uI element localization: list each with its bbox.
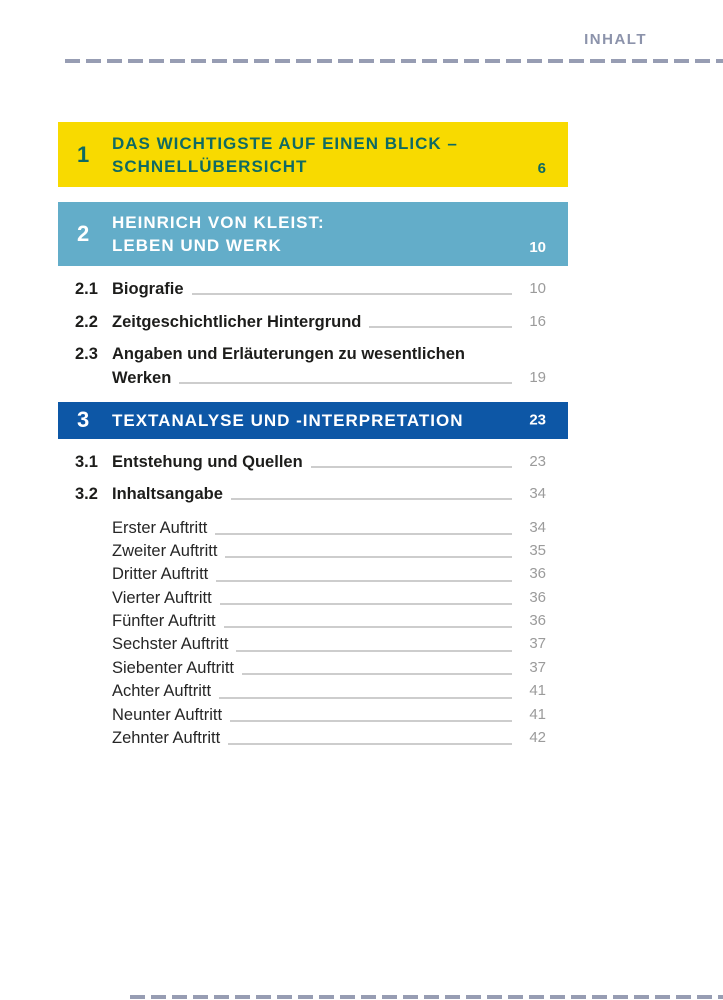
entry-label: Neunter Auftritt — [112, 705, 223, 724]
leader-line — [179, 369, 512, 384]
leader-line — [219, 681, 512, 698]
page-title: INHALT — [584, 31, 647, 48]
entry-number: 3.2 — [75, 485, 98, 503]
leader-line — [242, 658, 512, 675]
entry-page-number: 36 — [529, 565, 546, 583]
toc-entry-zeitgeschichtlicher-hintergrund[interactable] — [75, 313, 546, 331]
entry-label: Zweiter Auftritt — [112, 541, 218, 560]
entry-page-number: 34 — [529, 485, 546, 502]
leader-line — [220, 588, 512, 605]
chapter-number: 3 — [77, 407, 90, 432]
chapter-title — [112, 211, 325, 257]
leader-line — [311, 453, 512, 468]
entry-label-line2: Werken — [112, 369, 172, 387]
leader-line — [216, 564, 512, 581]
leader-line — [215, 518, 512, 535]
entry-label-line1: Angaben und Erläuterungen zu wesentlichen — [112, 345, 465, 363]
leader-line — [225, 541, 512, 558]
entry-page-number: 35 — [529, 541, 546, 559]
chapter-page-number: 10 — [529, 239, 546, 256]
chapter-number: 2 — [77, 221, 90, 246]
chapter-title-line1: TEXTANALYSE UND -INTERPRETATION — [112, 410, 464, 430]
entry-label: Dritter Auftritt — [112, 565, 209, 584]
entry-label: Fünfter Auftritt — [112, 612, 216, 631]
entry-page-number: 41 — [529, 682, 546, 700]
entry-label: Achter Auftritt — [112, 682, 212, 701]
entry-label: Inhaltsangabe — [112, 485, 223, 503]
toc-entry-zweiter-auftritt[interactable] — [112, 541, 546, 564]
chapter-title-line1: DAS WICHTIGSTE AUF EINEN BLICK – — [112, 133, 458, 153]
chapter-title-line2: SCHNELLÜBERSICHT — [112, 156, 308, 176]
toc-entry-zehnter-auftritt[interactable] — [112, 728, 546, 751]
entry-page-number: 42 — [529, 729, 546, 747]
toc-entry-dritter-auftritt[interactable] — [112, 564, 546, 587]
entry-label: Siebenter Auftritt — [112, 658, 234, 677]
toc-entry-biografie[interactable] — [75, 280, 546, 298]
entry-number: 2.2 — [75, 312, 98, 331]
chapter-title-line2: LEBEN UND WERK — [112, 236, 282, 255]
toc-entry-erster-auftritt[interactable] — [112, 518, 546, 541]
toc-content — [58, 122, 568, 751]
chapter-3-entries — [58, 453, 568, 504]
toc-entry-achter-auftritt[interactable] — [112, 681, 546, 704]
entry-page-number: 16 — [529, 312, 546, 330]
toc-entry-angaben-und-erlaeuterungen[interactable] — [75, 345, 546, 387]
entry-page-number: 36 — [529, 588, 546, 606]
chapter-1-banner[interactable] — [58, 122, 568, 187]
toc-entry-siebenter-auftritt[interactable] — [112, 658, 546, 681]
entry-page-number: 19 — [529, 369, 546, 386]
toc-entry-neunter-auftritt[interactable] — [112, 705, 546, 728]
bottom-dashed-rule — [130, 995, 723, 999]
entry-label: Zeitgeschichtlicher Hintergrund — [112, 312, 362, 331]
leader-line — [369, 313, 512, 328]
entry-page-number: 37 — [529, 635, 546, 653]
entry-number: 3.1 — [75, 452, 98, 471]
entry-label: Sechster Auftritt — [112, 635, 229, 654]
entry-page-number: 41 — [529, 705, 546, 723]
leader-line — [236, 634, 512, 651]
chapter-page-number: 6 — [537, 160, 546, 177]
leader-line — [224, 611, 512, 628]
entry-number: 2.1 — [75, 280, 98, 298]
chapter-3-banner[interactable] — [58, 402, 568, 439]
chapter-title-line1: HEINRICH VON KLEIST: — [112, 213, 325, 232]
entry-label: Biografie — [112, 280, 184, 298]
entry-page-number: 23 — [529, 452, 546, 470]
leader-line — [230, 705, 512, 722]
leader-line — [192, 280, 512, 295]
running-head — [0, 0, 723, 49]
leader-line — [231, 485, 512, 500]
scene-list — [58, 518, 568, 752]
entry-number: 2.3 — [75, 345, 98, 363]
toc-entry-entstehung-und-quellen[interactable] — [75, 453, 546, 471]
entry-page-number: 34 — [529, 518, 546, 536]
top-dashed-rule — [65, 59, 723, 63]
toc-entry-fuenfter-auftritt[interactable] — [112, 611, 546, 634]
toc-entry-vierter-auftritt[interactable] — [112, 588, 546, 611]
chapter-page-number: 23 — [529, 411, 546, 429]
chapter-number: 1 — [77, 141, 90, 167]
entry-page-number: 37 — [529, 658, 546, 676]
entry-label: Erster Auftritt — [112, 518, 208, 537]
leader-line — [228, 728, 512, 745]
entry-label: Vierter Auftritt — [112, 588, 212, 607]
entry-page-number: 36 — [529, 612, 546, 630]
entry-label: Zehnter Auftritt — [112, 729, 221, 748]
chapter-title — [112, 132, 458, 178]
chapter-2-entries — [58, 280, 568, 387]
toc-entry-inhaltsangabe[interactable] — [75, 485, 546, 503]
toc-entry-sechster-auftritt[interactable] — [112, 634, 546, 657]
chapter-2-banner[interactable] — [58, 202, 568, 266]
entry-page-number: 10 — [529, 280, 546, 297]
chapter-title — [112, 409, 464, 432]
entry-label: Entstehung und Quellen — [112, 452, 303, 471]
